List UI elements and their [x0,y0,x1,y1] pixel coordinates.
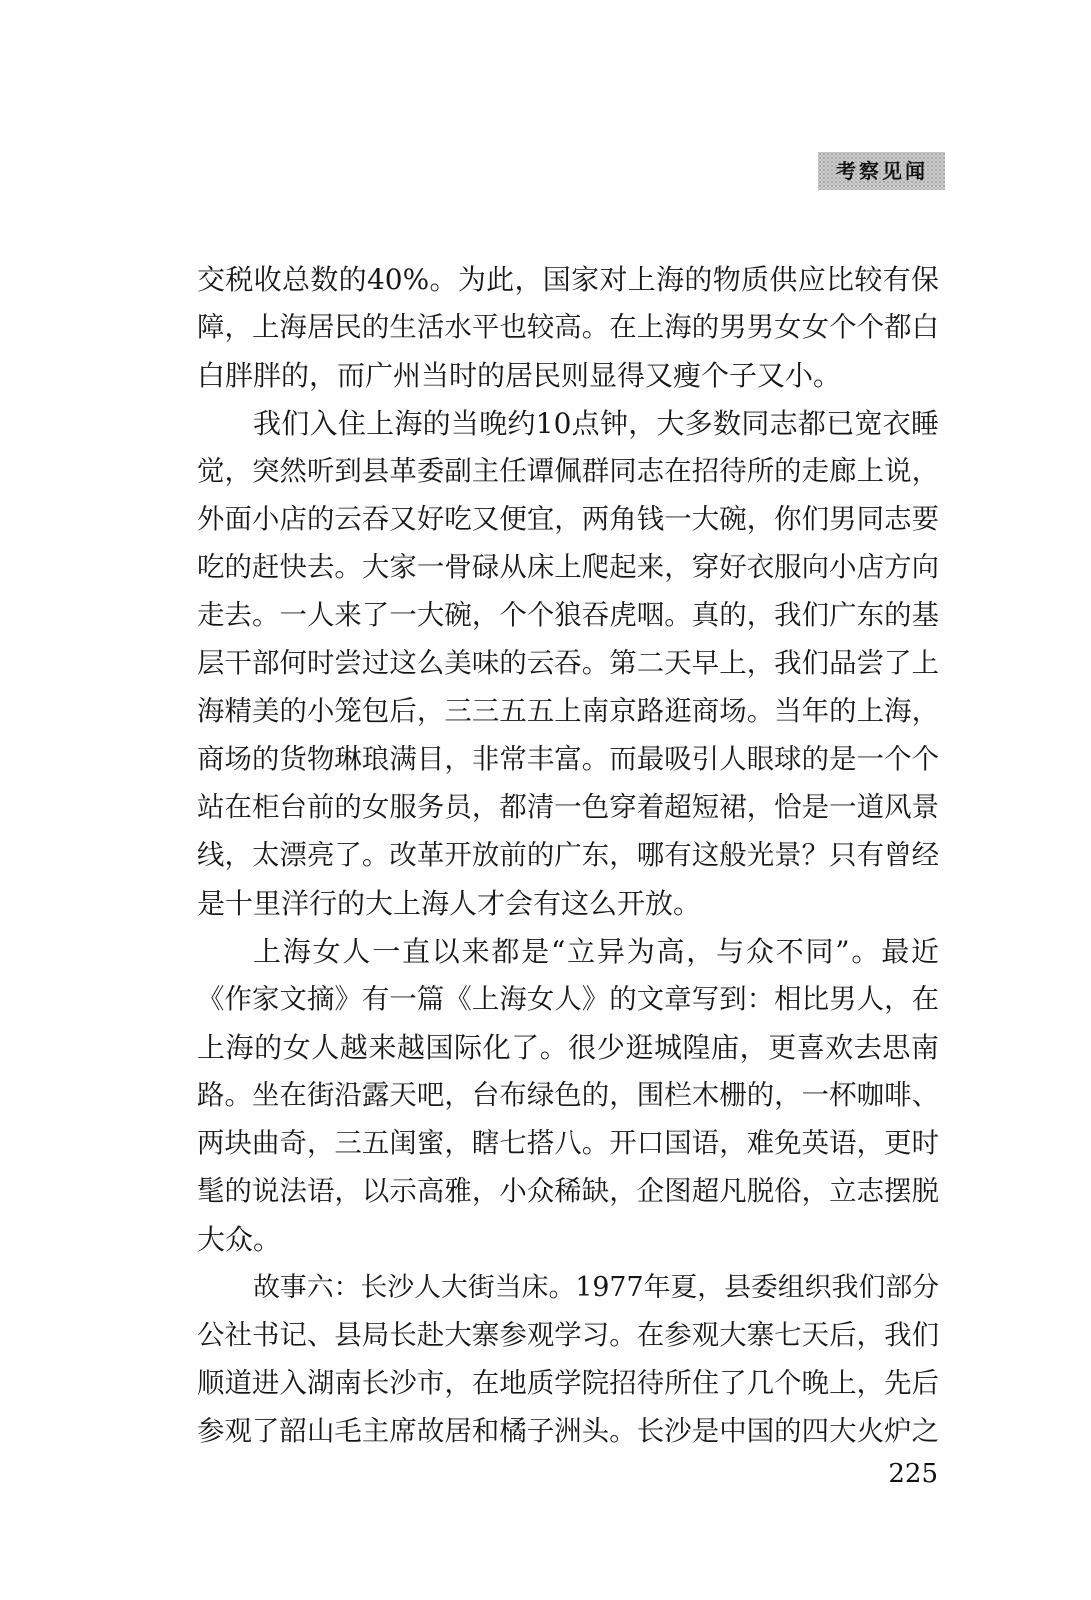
text-line: 线，太漂亮了。改革开放前的广东，哪有这般光景？只有曾经 [197,840,939,871]
text-line: 两块曲奇，三五闺蜜，瞎七搭八。开口国语，难免英语，更时 [197,1128,939,1159]
page-number: 225 [888,1459,938,1489]
text-line: 《作家文摘》有一篇《上海女人》的文章写到：相比男人，在 [197,984,939,1015]
text-line: 外面小店的云吞又好吃又便宜，两角钱一大碗，你们男同志要 [197,504,939,535]
paragraph-first-line: 故事六：长沙人大街当床。1977年夏，县委组织我们部分 [253,1272,939,1303]
text-line: 吃的赶快去。大家一骨碌从床上爬起来，穿好衣服向小店方向 [197,552,939,583]
text-line: 公社书记、县局长赴大寨参观学习。在参观大寨七天后，我们 [197,1320,939,1351]
text-line: 障，上海居民的生活水平也较高。在上海的男男女女个个都白 [197,312,939,343]
running-head: 考察见闻 [836,159,928,183]
text-line: 是十里洋行的大上海人才会有这么开放。 [197,887,702,920]
text-line: 站在柜台前的女服务员，都清一色穿着超短裙，恰是一道风景 [197,792,939,823]
paragraph-first-line: 上海女人一直以来都是“立异为高，与众不同”。最近 [253,935,939,968]
text-line: 白胖胖的，而广州当时的居民则显得又瘦个子又小。 [197,359,842,392]
text-line: 海精美的小笼包后，三三五五上南京路逛商场。当年的上海， [197,696,939,727]
text-line: 商场的货物琳琅满目，非常丰富。而最吸引人眼球的是一个个 [197,744,939,775]
text-line: 上海的女人越来越国际化了。很少逛城隍庙，更喜欢去思南 [197,1031,939,1064]
text-line: 交税收总数的40%。为此，国家对上海的物质供应比较有保 [197,263,939,296]
text-line: 走去。一人来了一大碗，个个狼吞虎咽。真的，我们广东的基 [197,600,939,631]
text-line: 顺道进入湖南长沙市，在地质学院招待所住了几个晚上，先后 [197,1368,939,1399]
text-line: 大众。 [197,1223,282,1256]
text-line: 层干部何时尝过这么美味的云吞。第二天早上，我们品尝了上 [197,648,939,679]
text-line: 路。坐在街沿露天吧，台布绿色的，围栏木栅的，一杯咖啡、 [197,1080,939,1111]
paragraph-first-line: 我们入住上海的当晚约10点钟，大多数同志都已宽衣睡 [253,407,939,440]
text-line: 髦的说法语，以示高雅，小众稀缺，企图超凡脱俗，立志摆脱 [197,1176,939,1207]
text-line: 觉，突然听到县革委副主任谭佩群同志在招待所的走廊上说， [197,456,939,487]
text-line: 参观了韶山毛主席故居和橘子洲头。长沙是中国的四大火炉之 [197,1416,939,1447]
body-text [197,256,939,1456]
